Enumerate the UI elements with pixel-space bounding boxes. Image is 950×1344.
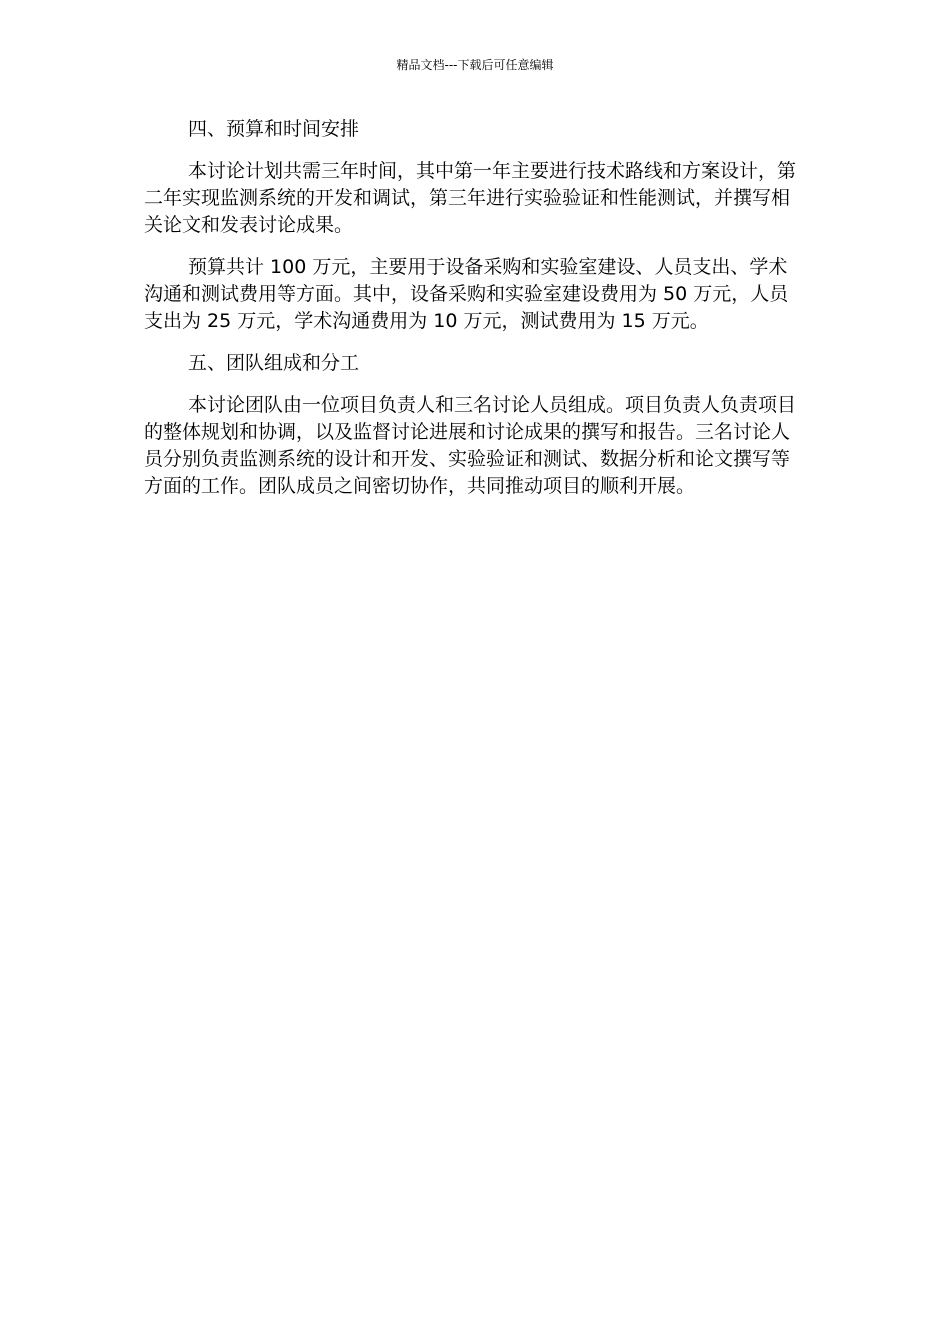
section-heading-budget: 四、预算和时间安排 <box>188 118 360 140</box>
paragraph-timeline: 本讨论计划共需三年时间，其中第一年主要进行技术路线和方案设计，第二年实现监测系统的开发和调试，第三年进行实验验证和性能测试，并撰写相关论文和发表讨论成果。 <box>144 160 797 236</box>
paragraph-team: 本讨论团队由一位项目负责人和三名讨论人员组成。项目负责人负责项目的整体规划和协调，以及监督讨论进展和讨论成果的撰写和报告。三名讨论人员分别负责监测系统的设计和开发、实验验证和测试、数据分析和论文撰写等方面的工作。团队成员之间密切协作，共同推动项目的顺利开展。 <box>144 394 797 497</box>
paragraph-budget: 预算共计 100 万元，主要用于设备采购和实验室建设、人员支出、学术沟通和测试费用等方面。其中，设备采购和实验室建设费用为 50 万元，人员支出为 25 万元，学术沟通费用为 10 万元，测试费用为 15 万元。 <box>144 256 789 332</box>
section-heading-team: 五、团队组成和分工 <box>188 352 360 374</box>
page-header: 精品文档---下载后可任意编辑 <box>396 58 554 72</box>
document-body <box>144 116 804 515</box>
